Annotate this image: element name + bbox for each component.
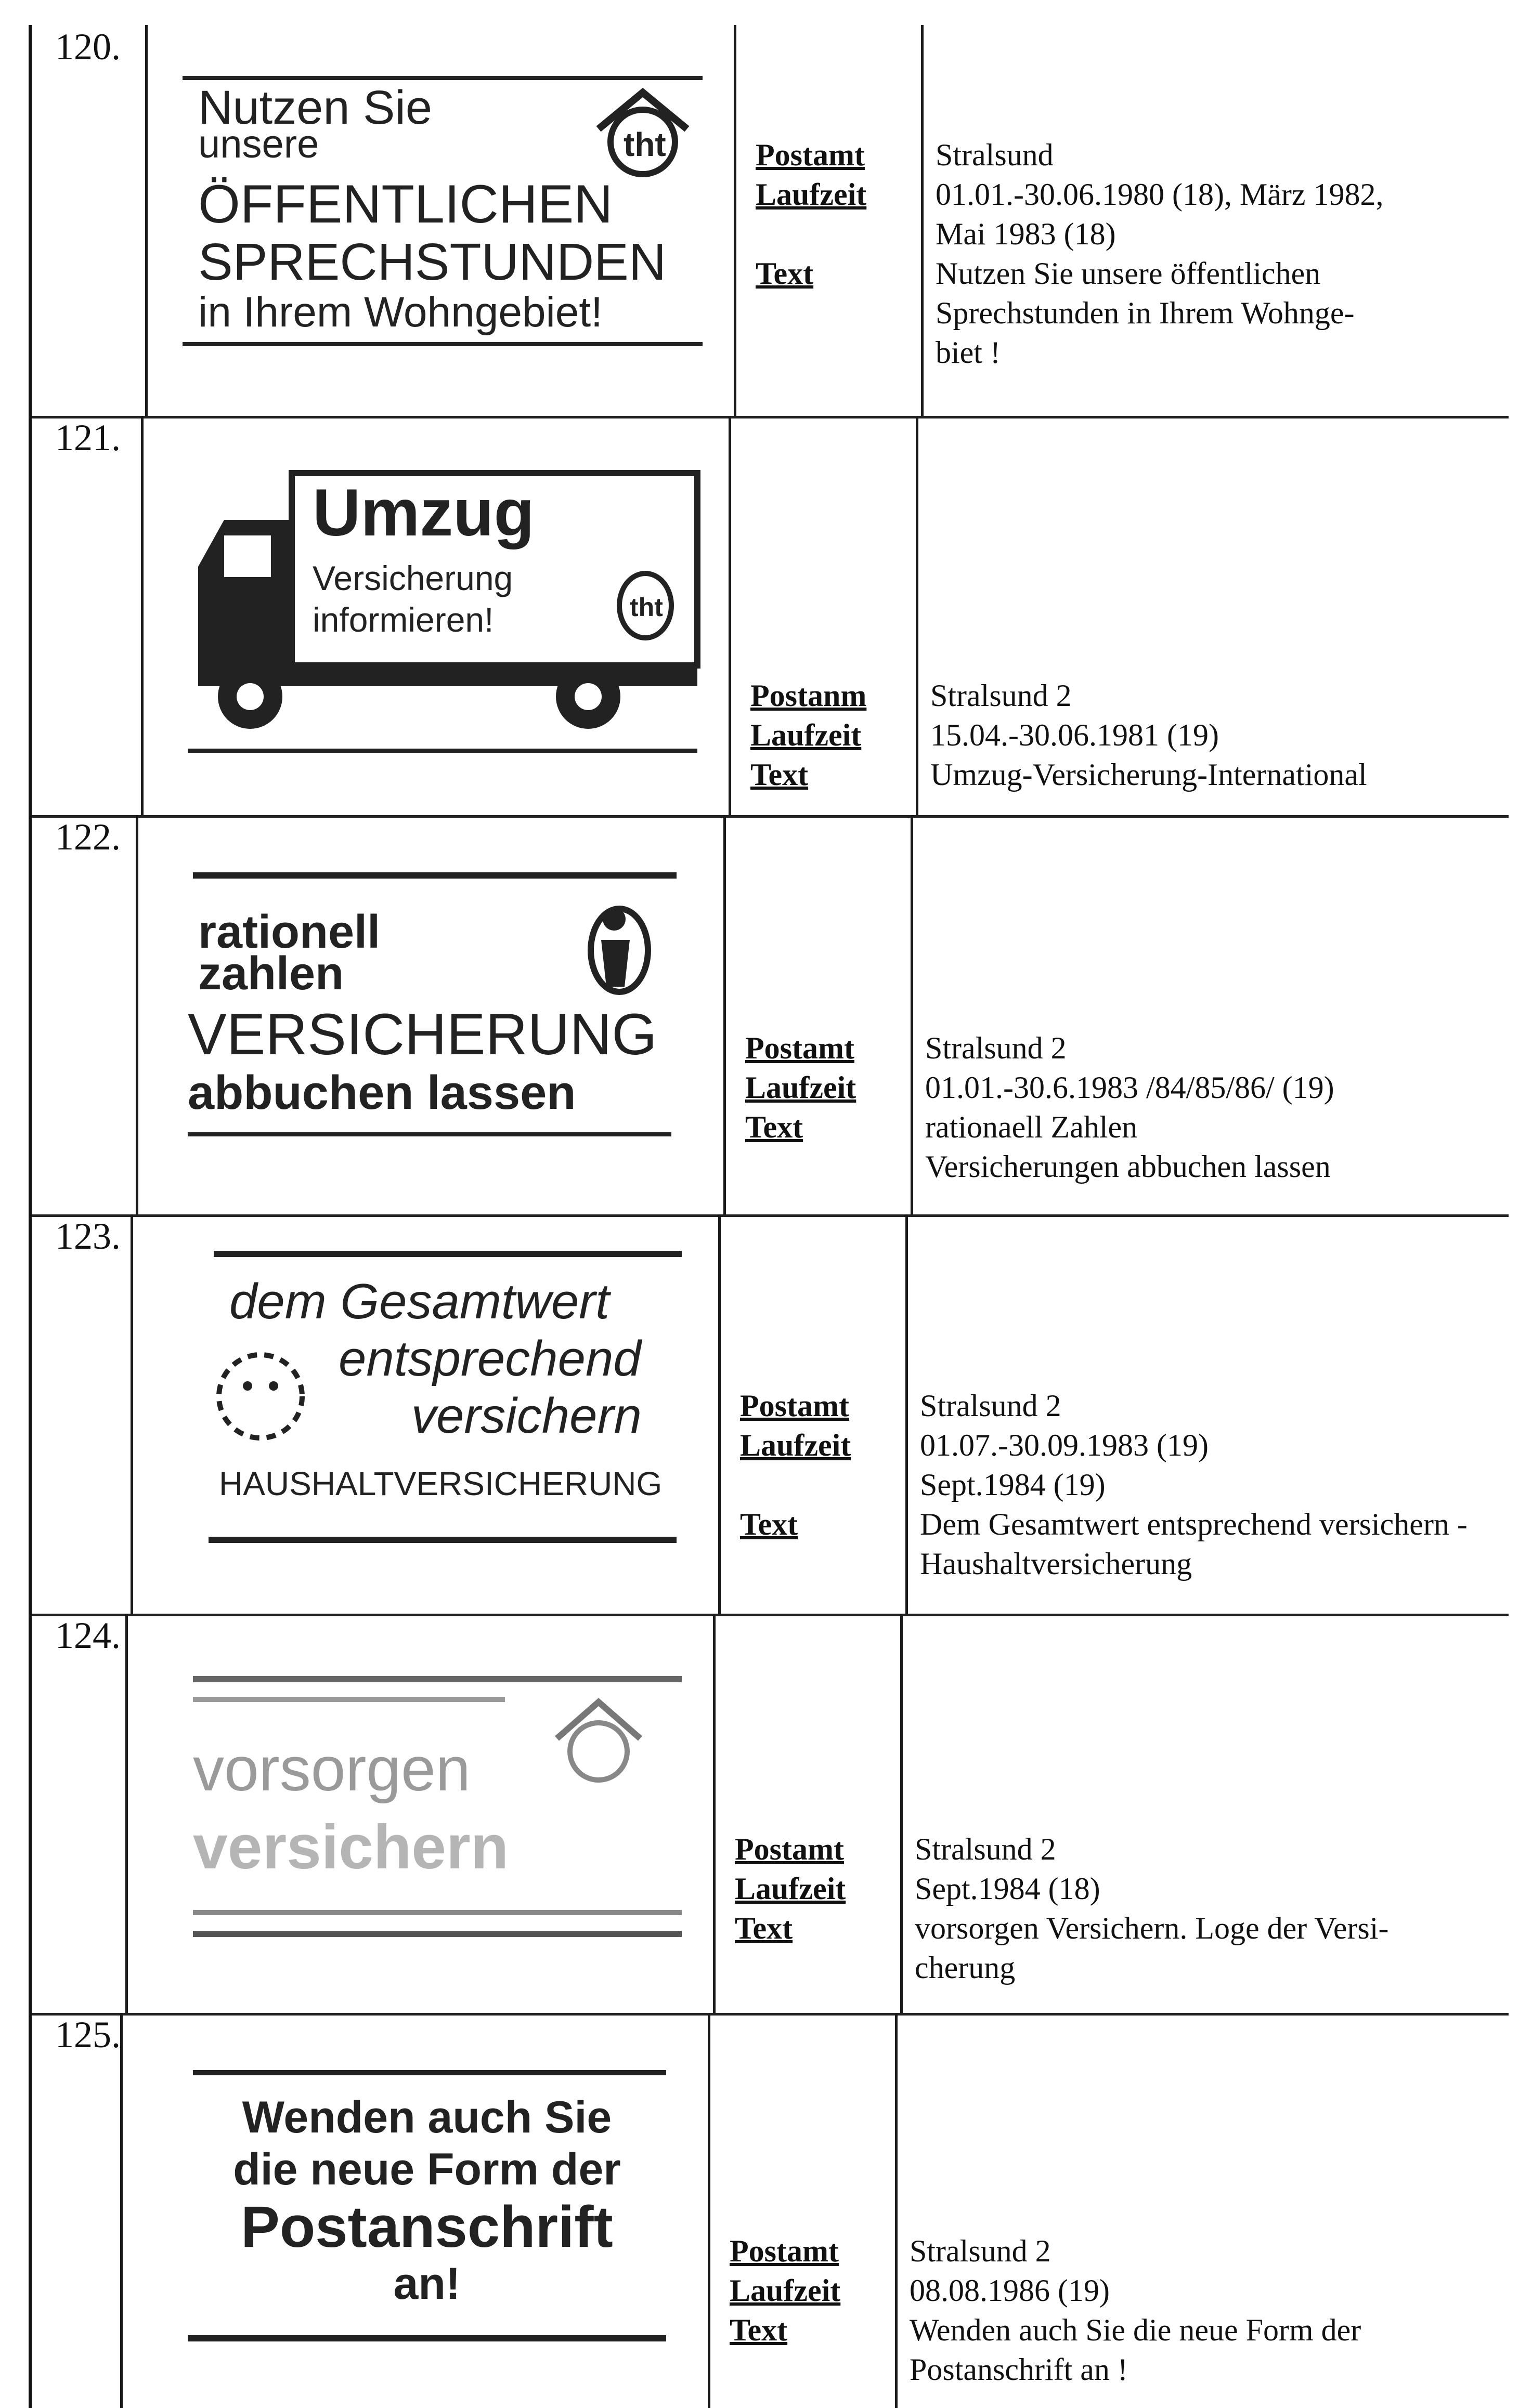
stamp-image: [188, 468, 708, 759]
stamp-line: informieren!: [313, 600, 494, 639]
value-line: Stralsund 2: [925, 1031, 1067, 1065]
field-labels: [740, 1386, 851, 1544]
label-postamt: Postanm: [750, 678, 867, 713]
label-text: Text: [756, 256, 814, 291]
entry-number: 122.: [55, 816, 121, 858]
value-line: rationaell Zahlen: [925, 1110, 1138, 1144]
value-line: Versicherungen abbuchen lassen: [925, 1149, 1331, 1184]
stamp-122-svg: [183, 867, 703, 1158]
value-line: Stralsund 2: [930, 678, 1072, 713]
stamp-image: [183, 2065, 703, 2356]
stamp-125-svg: [183, 2065, 703, 2356]
entry-number: 121.: [55, 417, 121, 459]
field-values: [925, 1028, 1334, 1186]
table-row: [32, 416, 1509, 818]
label-laufzeit: Laufzeit: [730, 2273, 841, 2308]
value-line: Sept.1984 (18): [915, 1872, 1100, 1906]
entry-number: 123.: [55, 1215, 121, 1257]
value-line: Wenden auch Sie die neue Form der: [910, 2313, 1361, 2347]
house-logo-icon: [557, 1702, 640, 1780]
svg-text:tht: tht: [630, 593, 663, 622]
field-values: [936, 135, 1384, 372]
stamp-line: abbuchen lassen: [188, 1066, 576, 1119]
value-line: 01.07.-30.09.1983 (19): [920, 1428, 1209, 1462]
stamp-line: in Ihrem Wohngebiet!: [198, 289, 603, 336]
value-line: Mai 1983 (18): [936, 217, 1116, 251]
value-line: Dem Gesamtwert entsprechend versichern -: [920, 1507, 1468, 1541]
label-postamt: Postamt: [740, 1389, 849, 1423]
value-line: Stralsund 2: [915, 1832, 1056, 1866]
stamp-line: Nutzen Sie: [198, 81, 433, 134]
house-logo-icon: [599, 93, 687, 174]
stamp-line: Versicherung: [313, 559, 513, 597]
value-line: Haushaltversicherung: [920, 1547, 1192, 1581]
label-laufzeit: Laufzeit: [745, 1070, 856, 1105]
label-postamt: Postamt: [756, 138, 865, 172]
stamp-line: zahlen: [198, 948, 344, 1000]
field-values: [930, 676, 1367, 794]
value-line: Umzug-Versicherung-International: [930, 757, 1367, 792]
label-spacer: [756, 214, 866, 254]
stamp-line: versichern: [411, 1388, 642, 1444]
value-line: cherung: [915, 1951, 1016, 1985]
stamp-124-svg: [183, 1666, 703, 1957]
label-text: Text: [730, 2313, 788, 2347]
value-line: Sept.1984 (19): [920, 1468, 1106, 1502]
value-line: 15.04.-30.06.1981 (19): [930, 718, 1219, 752]
stamp-line: Wenden auch Sie: [242, 2092, 612, 2142]
value-line: biet !: [936, 335, 1001, 370]
stamp-image: [183, 1246, 703, 1558]
table-row: [32, 25, 1509, 418]
label-spacer: [740, 1465, 851, 1504]
field-values: [915, 1829, 1388, 1987]
label-laufzeit: Laufzeit: [740, 1428, 851, 1462]
field-labels: [730, 2231, 840, 2350]
value-line: Sprechstunden in Ihrem Wohnge-: [936, 296, 1355, 330]
stamp-line: HAUSHALTVERSICHERUNG: [219, 1465, 663, 1502]
field-values: [910, 2231, 1361, 2389]
stamp-line: ÖFFENTLICHEN: [198, 174, 613, 234]
face-logo-icon: [219, 1355, 302, 1438]
entry-number: 120.: [55, 26, 121, 68]
stamp-image: [183, 867, 703, 1158]
stamp-line: unsere: [198, 122, 319, 166]
stamp-line: dem Gesamtwert: [229, 1274, 609, 1329]
value-line: 01.01.-30.06.1980 (18), März 1982,: [936, 177, 1384, 212]
value-line: Postanschrift an !: [910, 2352, 1128, 2387]
svg-text:tht: tht: [624, 126, 666, 163]
field-labels: [756, 135, 866, 293]
stamp-120-svg: [172, 67, 723, 358]
stamp-121-svg: [188, 468, 708, 759]
entry-number: 125.: [55, 2014, 121, 2056]
stamp-line: Postanschrift: [241, 2194, 613, 2259]
stamp-line: vorsorgen: [193, 1734, 471, 1804]
label-postamt: Postamt: [735, 1832, 844, 1866]
label-laufzeit: Laufzeit: [756, 177, 867, 212]
label-text: Text: [735, 1911, 793, 1945]
table-row: [32, 2013, 1509, 2408]
field-values: [920, 1386, 1468, 1583]
value-line: Nutzen Sie unsere öffentlichen: [936, 256, 1321, 291]
label-postamt: Postamt: [730, 2234, 839, 2268]
label-text: Text: [750, 757, 809, 792]
label-laufzeit: Laufzeit: [750, 718, 862, 752]
value-line: Stralsund: [936, 138, 1054, 172]
entry-number: 124.: [55, 1615, 121, 1656]
table-row: [32, 815, 1509, 1217]
stamp-line: SPRECHSTUNDEN: [198, 233, 667, 291]
label-postamt: Postamt: [745, 1031, 854, 1065]
postmark-table: [29, 25, 1509, 2408]
label-text: Text: [745, 1110, 803, 1144]
stamp-line: rationell: [198, 906, 381, 958]
stamp-line: entsprechend: [339, 1331, 641, 1386]
field-labels: [745, 1028, 856, 1147]
stamp-image: [183, 1666, 703, 1957]
table-row: [32, 1214, 1509, 1616]
stamp-line: Umzug: [313, 476, 535, 550]
stamp-123-svg: [183, 1246, 703, 1558]
value-line: Stralsund 2: [920, 1389, 1061, 1423]
stamp-image: [172, 67, 723, 358]
stamp-line: an!: [393, 2259, 461, 2309]
label-laufzeit: Laufzeit: [735, 1872, 846, 1906]
person-logo-icon: [591, 908, 648, 992]
field-labels: [750, 676, 866, 794]
field-labels: [735, 1829, 846, 1948]
stamp-line: VERSICHERUNG: [188, 1002, 657, 1067]
value-line: Stralsund 2: [910, 2234, 1051, 2268]
value-line: 08.08.1986 (19): [910, 2273, 1110, 2308]
value-line: vorsorgen Versichern. Loge der Versi-: [915, 1911, 1389, 1945]
stamp-line: versichern: [193, 1812, 509, 1882]
label-text: Text: [740, 1507, 798, 1541]
table-row: [32, 1614, 1509, 2016]
stamp-line: die neue Form der: [233, 2144, 621, 2194]
value-line: 01.01.-30.6.1983 /84/85/86/ (19): [925, 1070, 1334, 1105]
